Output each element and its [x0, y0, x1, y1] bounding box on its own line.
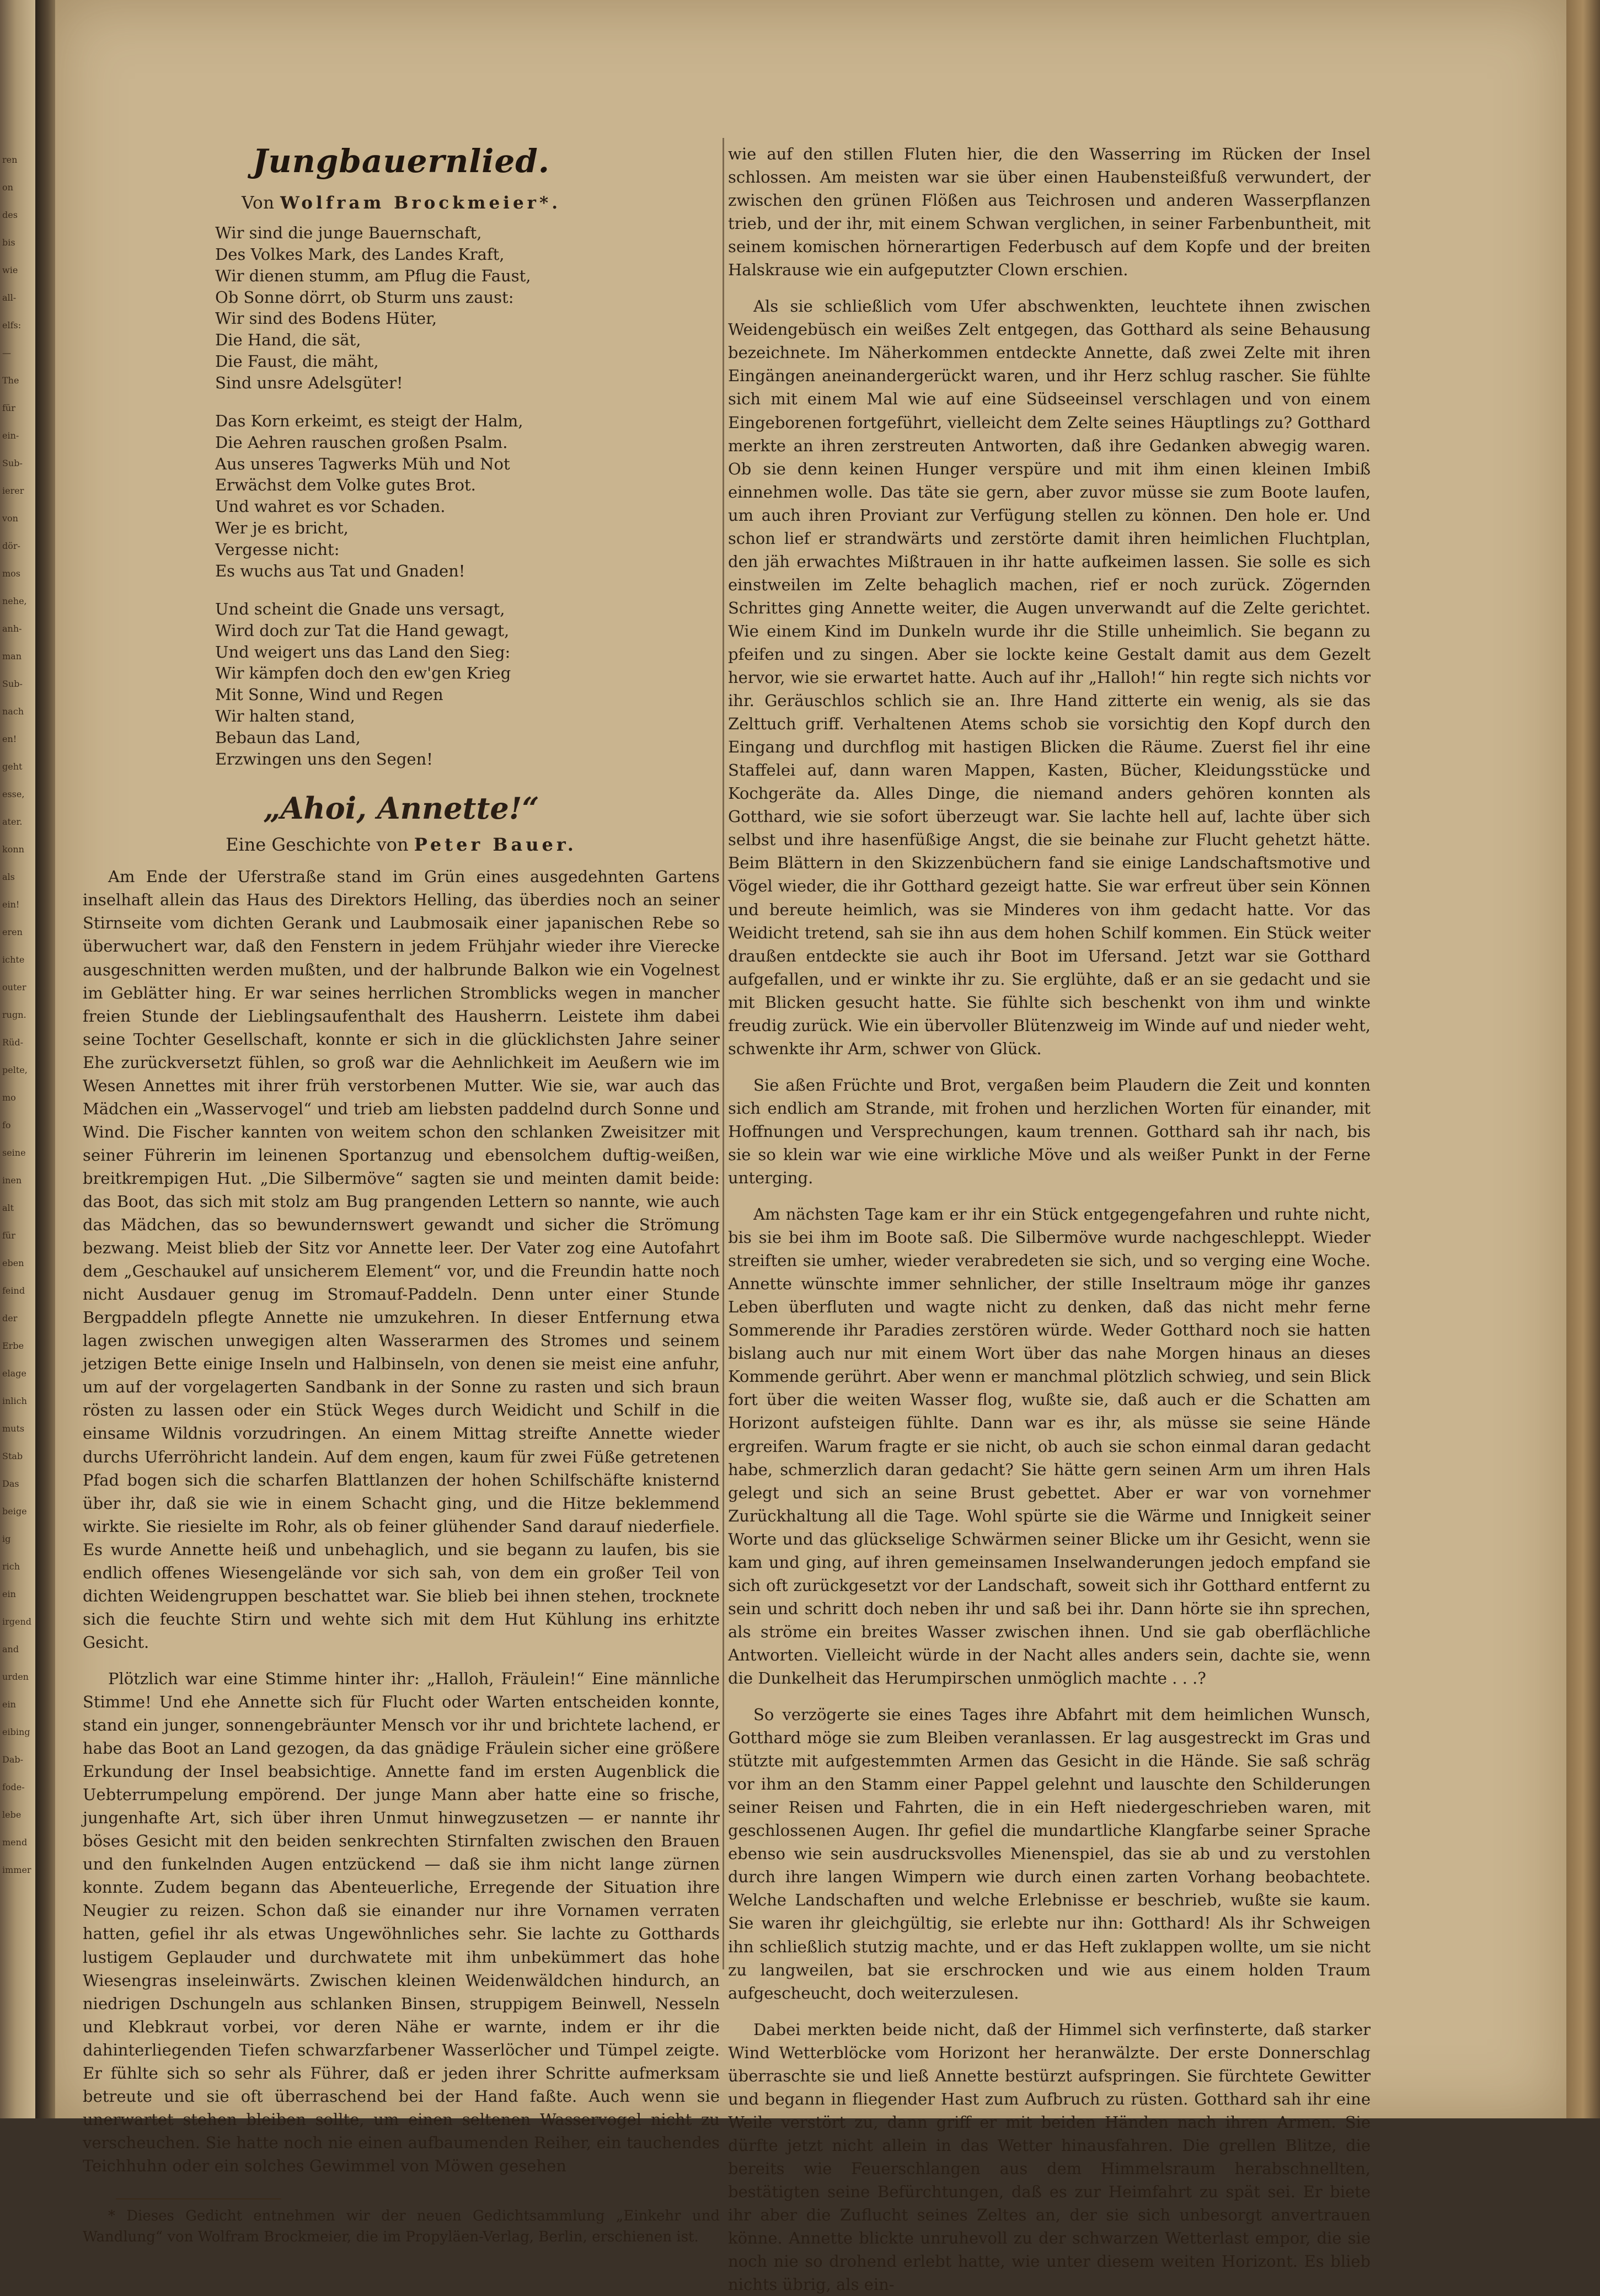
poem-line: Vergesse nicht:: [215, 540, 340, 559]
margin-fragment: Stab: [2, 1451, 23, 1461]
story-paragraph: Dabei merkten beide nicht, daß der Himmel sich verfinsterte, daß starker Wind Wetterblöcke vom Horizont her heranwälzte. Der erste Donnerschlag überraschte sie und ließ Annette bestürzt aufspringen. Sie fürchtete Gewitter und begann in fliegender Hast zum Aufbruch zu rüsten. Gotthard sah ihr eine Weile verstört zu, dann griff er mit beiden Händen nach ihren Armen. Sie dürfte jetzt nicht allein in das Wetter hinausfahren. Die grellen Blitze, die bereits wie Feuerschlangen aus dem Himmelsraum herabschnellten, bestätigten seine Befürchtungen, daß es zur Heimfahrt zu spät sei. Er biete ihr aber die Zuflucht seines Zeltes an, der sie sich unbesorgt anvertrauen könne. Annette blickte unruhevoll zu der schwarzen Wetterlast empor, die sie noch nie so drohend erlebt hatte, wie unter diesem weiten Horizont. Es blieb nichts übrig, als ein-: [728, 2020, 1371, 2294]
margin-fragment: lebe: [2, 1809, 22, 1820]
margin-fragment: konn: [2, 844, 24, 855]
margin-fragment: alt: [2, 1203, 14, 1213]
poem-line: Aus unseres Tagwerks Müh und Not: [215, 454, 510, 473]
margin-fragment: ierer: [2, 485, 24, 496]
margin-fragment: all-: [2, 292, 17, 303]
margin-fragment: Sub-: [2, 458, 23, 468]
poem-line: Und weigert uns das Land den Sieg:: [215, 642, 511, 661]
previous-page-edge: [0, 0, 35, 2118]
story-subtitle: [83, 832, 720, 857]
margin-fragment: der: [2, 1313, 18, 1323]
poem-line: Sind unsre Adelsgüter!: [215, 373, 403, 393]
story-subtitle-prefix: Eine Geschichte von: [226, 834, 409, 855]
margin-fragment: beige: [2, 1506, 27, 1517]
margin-fragment: elage: [2, 1368, 26, 1379]
margin-fragment: and: [2, 1644, 19, 1654]
margin-fragment: von: [2, 513, 18, 524]
poem-line: Es wuchs aus Tat und Gnaden!: [215, 561, 465, 580]
page-right-edge: [1566, 0, 1600, 2118]
margin-fragment: inlich: [2, 1396, 27, 1406]
poem-line: Wir sind die junge Bauernschaft,: [215, 223, 482, 243]
margin-fragment: pelte,: [2, 1065, 28, 1075]
margin-fragment: on: [2, 182, 13, 193]
margin-fragment: feind: [2, 1285, 25, 1296]
margin-fragment: anh-: [2, 623, 22, 634]
margin-fragment: des: [2, 210, 18, 220]
margin-fragment: Erbe: [2, 1341, 24, 1351]
margin-fragment: ren: [2, 154, 18, 165]
margin-fragment: ein: [2, 1699, 16, 1710]
margin-fragment: —: [2, 348, 11, 358]
margin-fragment: rugn.: [2, 1010, 26, 1020]
story-paragraph: Am Ende der Uferstraße stand im Grün eines ausgedehnten Gartens inselhaft allein das Haus des Direktors Helling, das überdies noch an seiner Stirnseite vom dichten Gerank und Laubmosaik einer japanischen Rebe so überwuchert war, daß den Fenstern in jedem Frühjahr wieder ihre Vierecke ausgeschnitten werden mußten, und der halbrunde Balkon wie ein Vogelnest im Geblätter hing. Er war seines herrlichen Stromblicks wegen in mancher freien Stunde der Lieblingsaufenthalt des Hausherrn. Leistete ihm dabei seine Tochter Gesellschaft, konnte er sich in die glücklichsten Jahre seiner Ehe zurückversetzt fühlen, so groß war die Aehnlichkeit im Aeußern wie im Wesen Annettes mit ihrer früh verstorbenen Mutter. Wie sie, war auch das Mädchen ein „Wasservogel“ und trieb am liebsten paddelnd durch Sonne und Wind. Die Fischer kannten von weitem schon den schlanken Zweisitzer mit seiner Führerin im leinenen Sportanzug und ebensolchem duftig-weißen, breitkrempigen Hut. „Die Silbermöve“ sagten sie und meinten damit beide: das Boot, das sich mit stolz am Bug prangenden Lettern so nannte, wie auch das Mädchen, das so bewundernswert gewandt und sicher die Strömung bezwang. Meist blieb der Sitz vor Annette leer. Der Vater zog eine Autofahrt dem „Geschaukel auf unsicherem Element“ vor, und die Freundin hatte noch nicht Ausdauer genug im Stromauf-Paddeln. Denn unter einer Stunde Bergpaddeln pflegte Annette nie umzukehren. In dieser Entfernung etwa lagen zwischen unwegigen alten Wasserarmen des Stromes und seinem jetzigen Bette einige Inseln und Halbinseln, von denen sie meist eine anfuhr, um auf der vorgelagerten Sandbank in der Sonne zu rasten und sich braun rösten zu lassen oder ein Stück Weges durch Weidicht und Schilf in die einsame Wildnis vorzudringen. An einem Mittag streifte Annette wieder durchs Uferröhricht landein. Auf dem engen, kaum für zwei Füße getretenen Pfad bogen sich die scharfen Blattlanzen der hohen Schilfschäfte knisternd über ihr, daß sie wie in einem Schacht ging, und die Hitze beklemmend wirkte. Sie riesielte im Rohr, als ob feiner glühender Sand darauf niederfiele. Es wurde Annette heiß und unbehaglich, und sie begann zu laufen, bis sie endlich offenes Wiesengelände vor sich sah, von dem ein großer Teil von dichten Weidengruppen beschattet war. Sie blieb bei ihnen stehen, trocknete sich die feuchte Stirn und wehte sich mit dem Hut Kühlung ins erhitzte Gesicht.: [83, 867, 720, 1652]
poem-line: Ob Sonne dörrt, ob Sturm uns zaust:: [215, 287, 514, 307]
margin-fragment: Das: [2, 1478, 19, 1489]
margin-text-fragments: [2, 154, 33, 1892]
poem-line: Die Aehren rauschen großen Psalm.: [215, 432, 508, 452]
poem-title: Jungbauernlied.: [253, 142, 550, 180]
margin-fragment: bis: [2, 237, 15, 248]
poem-line: Erwächst dem Volke gutes Brot.: [215, 476, 476, 495]
column-divider: [723, 138, 724, 1969]
story-paragraph: Plötzlich war eine Stimme hinter ihr: „Halloh, Fräulein!“ Eine männliche Stimme! Und ehe Annette sich für Flucht oder Warten entscheiden konnte, stand ein junger, sonnengebräunter Mensch vor ihr und brichtete lachend, er habe das Boot an Land gezogen, da das gnädige Fräulein sicher eine größere Erkundung der Insel beabsichtige. Annette fand im ersten Augenblick die Uebterrumpelung empörend. Der junge Mann aber hatte eine so frische, jungenhafte Art, sich über ihren Unmut hinwegzusetzen — er nannte ihr böses Gesicht mit den beiden senkrechten Stirnfalten zwischen den Brauen und den funkelnden Augen entzückend — daß sie ihm nicht lange zürnen konnte. Zudem begann das Abenteuerliche, Erregende der Situation ihre Neugier zu reizen. Schon daß sie einander nur ihre Vornamen verraten hatten, gefiel ihr als etwas Ungewöhnliches sehr. Sie lachte zu Gotthards lustigem Geplauder und durchwatete mit ihm unbekümmert das hohe Wiesengras inseleinwärts. Zwischen kleinen Weidenwäldchen hindurch, an niedrigen Dschungeln aus schlanken Binsen, struppigem Beinwell, Nesseln und Klebkraut vorbei, vor deren Nähe er warnte, indem er ihr die dahinterliegenden Tiefen schwarzfarbener Wasserlöcher und Tümpel zeigte. Er fühlte sich so sehr als Führer, daß er jeden ihrer Schritte aufmerksam betreute und sie oft überraschend bei der Hand faßte. Auch wenn sie unerwartet stehen bleiben sollte, um einen seltenen Wasservogel nicht zu verscheuchen. Sie hatte noch nie einen aufbaumenden Reiher, ein tauchendes Teichhuhn oder ein solches Gewimmel von Möwen gesehen: [83, 1669, 720, 2175]
margin-fragment: Sub-: [2, 679, 23, 689]
margin-fragment: eren: [2, 927, 23, 937]
poem-line: Wer je es bricht,: [215, 519, 349, 538]
margin-fragment: ein: [2, 1589, 16, 1599]
margin-fragment: nach: [2, 706, 24, 717]
margin-fragment: rich: [2, 1561, 20, 1572]
poem-byline: [83, 191, 720, 216]
story-author: Peter Bauer.: [414, 834, 577, 855]
margin-fragment: inen: [2, 1175, 22, 1186]
margin-fragment: elfs:: [2, 320, 22, 330]
margin-fragment: ater.: [2, 816, 23, 827]
left-column: [83, 138, 720, 2247]
poem-line: Erzwingen uns den Segen!: [215, 749, 433, 768]
margin-fragment: mos: [2, 568, 21, 579]
poem-line: Die Hand, die sät,: [215, 330, 361, 350]
story-paragraph: Sie aßen Früchte und Brot, vergaßen beim Plaudern die Zeit und konnten sich endlich am Strande, mit frohen und herzlichen Worten für einander, mit Hoffnungen und Versprechungen, kaum trennen. Gotthard sah ihr nach, bis sie so klein war wie eine wirkliche Möve und als weißer Punkt in der Ferne unterging.: [728, 1075, 1371, 1188]
poem-line: Wird doch zur Tat die Hand gewagt,: [215, 621, 510, 640]
margin-fragment: ichte: [2, 954, 25, 965]
margin-fragment: mend: [2, 1837, 28, 1848]
story-paragraph: Als sie schließlich vom Ufer abschwenkten, leuchtete ihnen zwischen Weidengebüsch ein weißes Zelt entgegen, das Gotthard als seine Behausung bezeichnete. Im Näherkommen entdeckte Annette, daß zwei Zelte mit ihren Eingängen aneinandergerückt waren, und ihr Herz schlug rascher. Sie fühlte sich mit einem Mal wie auf eine Südseeinsel verschlagen und von einem Eingeborenen fortgeführt, vielleicht dem Zelte seines Häuptlings zu? Gotthard merkte an ihren zerstreuten Antworten, daß ihre Gedanken abwegig waren. Ob sie denn keinen Hunger verspüre und mit ihm einen kleinen Imbiß einnehmen wolle. Das täte sie gern, aber zuvor müsse sie zum Boote laufen, um auch ihren Proviant zur Verfügung stellen zu können. Den hole er. Und schon lief er strandwärts und zerstörte damit ihren heimlichen Fluchtplan, den jäh erwachtes Mißtrauen in ihr hatte aufkeimen lassen. Sie solle es sich einstweilen im Zelte behaglich machen, rief er noch zurück. Zögernden Schrittes ging Annette weiter, die Augen unverwandt auf die Zelte gerichtet. Wie einem Kind im Dunkeln wurde ihr die Stille unheimlich. Sie begann zu pfeifen und zu singen. Aber sie lockte keine Gestalt damit aus dem Gezelt hervor, wie sie erwartet hatte. Auch auf ihr „Halloh!“ hin regte sich nichts vor ihr. Geräuschlos schlich sie an. Ihre Hand zitterte ein wenig, als sie das Zelttuch griff. Verhaltenen Atems schob sie vorsichtig den Kopf durch den Eingang und durchflog mit hastigen Blicken die Räume. Zuerst fiel ihr eine Staffelei auf, dann waren Mappen, Kasten, Bücher, Kleidungsstücke und Kochgeräte da. Alles Dinge, die niemand anders gehören konnten als Gotthard, wie sie sofort überzeugt war. Sie lachte hell auf, lachte über sich selbst und ihre hasenfüßige Angst, die sie beinahe zur Flucht gehetzt hätte. Beim Blättern in den Skizzenbüchern fand sie einige Landschaftsmotive und Vögel wieder, die ihr Gotthard gezeigt hatte. Sie war erfreut über sein Können und bereute heimlich, was sie Minderes von ihm gedacht hatte. Vor das Weidicht tretend, sah sie ihn aus dem hohen Schilf kommen. Ein Stück weiter draußen entdeckte sie auch ihr Boot im Ufersand. Jetzt war sie Gotthard aufgefallen, und er winkte ihr zu. Sie erglühte, daß er an sie gedacht und sie mit Blicken gesucht hatte. Sie fühlte sich beschenkt von ihm und winkte freudig zurück. Wie ein übervoller Blütenzweig im Winde auf und nieder weht, schwenkte ihr Arm, schwer von Glück.: [728, 297, 1371, 1058]
margin-fragment: eben: [2, 1258, 24, 1268]
story-title: „Ahoi, Annette!“: [263, 790, 539, 826]
margin-fragment: fo: [2, 1120, 11, 1130]
margin-fragment: mo: [2, 1092, 16, 1103]
margin-fragment: Rüd-: [2, 1037, 23, 1048]
margin-fragment: esse,: [2, 789, 25, 799]
margin-fragment: muts: [2, 1423, 25, 1434]
margin-fragment: nehe,: [2, 596, 27, 606]
poem-line: Wir halten stand,: [215, 707, 355, 726]
margin-fragment: für: [2, 403, 15, 413]
poem-author: Wolfram Brockmeier*.: [280, 193, 561, 213]
poem-body: [83, 222, 720, 770]
book-gutter: [35, 0, 56, 2118]
margin-fragment: Dab-: [2, 1754, 24, 1765]
margin-fragment: man: [2, 651, 22, 661]
margin-fragment: urden: [2, 1672, 29, 1682]
margin-fragment: The: [2, 375, 19, 386]
poem-line: Und scheint die Gnade uns versagt,: [215, 599, 505, 618]
margin-fragment: für: [2, 1230, 15, 1241]
poem-line: Des Volkes Mark, des Landes Kraft,: [215, 244, 505, 264]
margin-fragment: als: [2, 872, 15, 882]
poem-line: Wir kämpfen doch den ew'gen Krieg: [215, 664, 511, 683]
poem-line: Und wahret es vor Schaden.: [215, 497, 446, 516]
margin-fragment: dör-: [2, 541, 20, 551]
poem-line: Wir dienen stumm, am Pflug die Faust,: [215, 266, 531, 285]
margin-fragment: ig: [2, 1534, 11, 1544]
margin-fragment: irgend: [2, 1616, 32, 1627]
margin-fragment: seine: [2, 1147, 26, 1158]
margin-fragment: wie: [2, 265, 18, 275]
footnote: * Dieses Gedicht entnehmen wir der neuen Gedichtsammlung „Einkehr und Wandlung“ von Wolfram Brockmeier, die im Propyläen-Verlag, Berlin, erschienen ist.: [83, 2207, 720, 2245]
margin-fragment: eibing: [2, 1727, 30, 1737]
margin-fragment: fode-: [2, 1782, 25, 1792]
story-paragraph: wie auf den stillen Fluten hier, die den Wasserring im Rücken der Insel schlossen. Am meisten war sie über einen Haubensteißfuß verwundert, der zwischen den grünen Flößen aus Teichrosen und anderen Wasserpflanzen trieb, und der ihr, mit einem Schwan verglichen, in seiner Farbenbuntheit, mit seinem komischen hörnerartigen Federbusch auf dem Kopfe und der breiten Halskrause wie ein aufgeputzter Clown erschien.: [728, 145, 1371, 280]
poem-line: Mit Sonne, Wind und Regen: [215, 685, 443, 704]
poem-stanza: [215, 410, 720, 582]
margin-fragment: outer: [2, 982, 26, 992]
right-column: [728, 142, 1371, 2296]
poem-line: Bebaun das Land,: [215, 728, 361, 747]
margin-fragment: en!: [2, 734, 17, 744]
poem-line: Die Faust, die mäht,: [215, 352, 379, 371]
margin-fragment: ein-: [2, 430, 19, 441]
poem-line: Das Korn erkeimt, es steigt der Halm,: [215, 411, 523, 430]
story-paragraph: Am nächsten Tage kam er ihr ein Stück entgegengefahren und ruhte nicht, bis sie bei ihm im Boote saß. Die Silbermöve wurde nachgeschleppt. Wieder streiften sie umher, wieder verabredeten sie sich, und so verging eine Woche. Annette wünschte immer sehnlicher, der stille Inseltraum möge ihr ganzes Leben überfluten und wagte nicht zu denken, daß das nicht mehr ferne Sommerende ihr Paradies zerstören würde. Weder Gotthard noch sie hatten bislang auch nur mit einem Wort über das nahe Morgen hinaus an dieses Kommende gerührt. Aber wenn er manchmal plötzlich schwieg, und sein Blick fort über die weiten Wasser flog, wußte sie, daß auch er die Schatten am Horizont aufsteigen fühlte. Dann war es ihr, als müsse sie seine Hände ergreifen. Warum fragte er sie nicht, ob auch sie schon einmal daran gedacht habe, schmerzlich daran gedacht? Sie hätte gern seinen Arm um ihren Hals gelegt und sich an seine Brust gebettet. Aber er war von vornehmer Zurückhaltung all die Tage. Wohl spürte sie die Wärme und Innigkeit seiner Worte und das glückselige Schwärmen seiner Blicke um ihr Gesicht, wenn sie kam und ging, auf ihren gemeinsamen Inselwanderungen jedoch empfand sie sich oft zurückgesetzt vor der Landschaft, soweit sich ihr Gotthard entfernt zu sein und schritt doch neben ihr und saß bei ihr. Dann hörte sie ihn sprechen, als ströme ein breites Wasser zwischen ihnen. Und sie gab oberflächliche Antworten. Vielleicht würde in der Nacht alles anders sein, dachte sie, wenn die Dunkelheit das Herumpirschen unmöglich machte . . .?: [728, 1205, 1371, 1688]
footnote-divider: [116, 2198, 281, 2199]
margin-fragment: ein!: [2, 899, 20, 910]
poem-byline-prefix: Von: [241, 193, 275, 213]
margin-fragment: geht: [2, 761, 23, 772]
poem-line: Wir sind des Bodens Hüter,: [215, 309, 437, 328]
story-paragraph: So verzögerte sie eines Tages ihre Abfahrt mit dem heimlichen Wunsch, Gotthard möge sie zum Bleiben veranlassen. Er lag ausgestreckt im Gras und stützte mit aufgestemmten Armen das Gesicht in die Hände. Sie saß schräg vor ihm an den Stamm einer Pappel gelehnt und lauschte den Schilderungen seiner Reisen und Fahrten, die in ein Heft niedergeschrieben waren, mit geschlossenen Augen. Ihr gefiel die mundartliche Klangfarbe seiner Sprache ebenso wie sein ausdrucksvolles Mienenspiel, das sie ab und zu verstohlen durch ihre langen Wimpern wie durch einen zarten Vorhang beobachtete. Welche Landschaften und welche Erlebnisse er beschrieb, wußte sie kaum. Sie waren ihr gleichgültig, sie erlebte nur ihn: Gotthard! Als ihr Schweigen ihn schließlich stutzig machte, und er das Heft zuklappen wollte, um sie nicht zu langweilen, bat sie erschrocken und wie aus einem holden Traum aufgescheucht, doch weiterzulesen.: [728, 1705, 1371, 2003]
poem-stanza: [215, 222, 720, 394]
margin-fragment: immer: [2, 1865, 31, 1875]
poem-stanza: [215, 599, 720, 770]
